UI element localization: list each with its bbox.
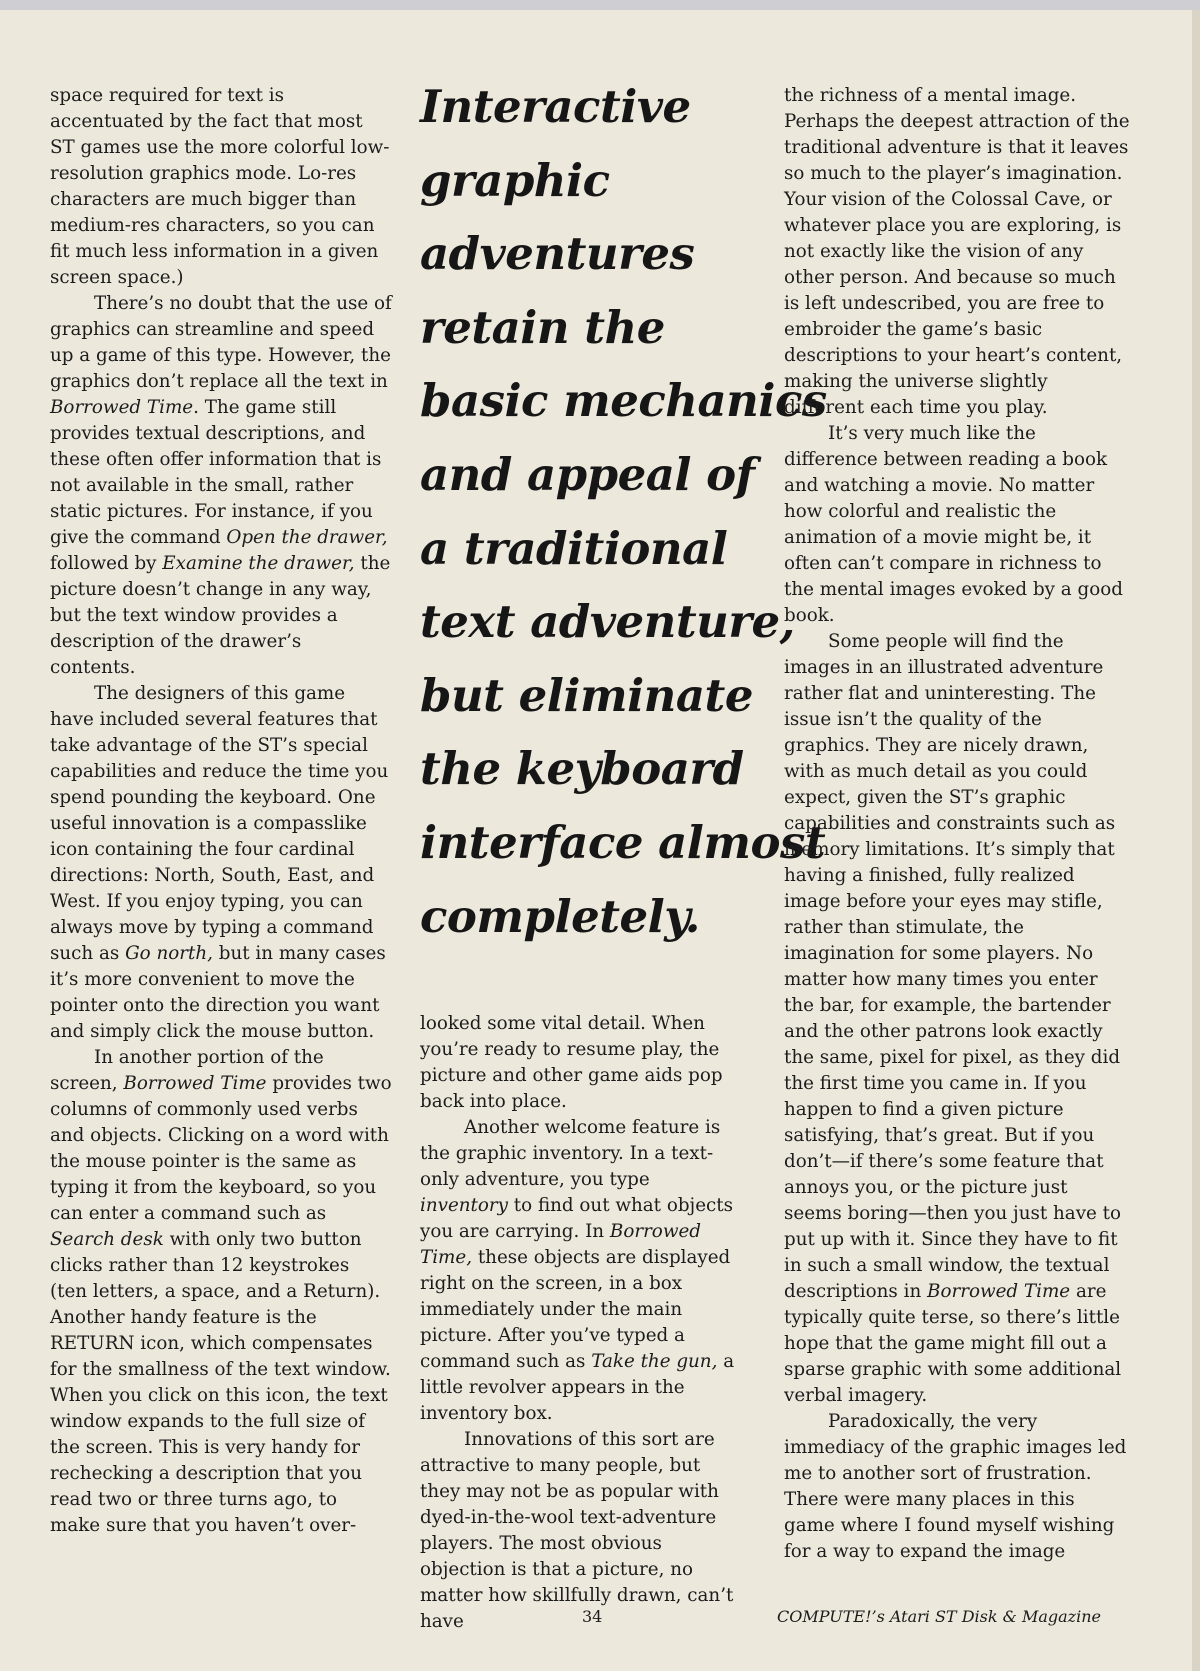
paragraph: It’s very much like the difference between reading a book and watching a movie. No matter how colorful and realistic the animation of a movie might be, it often can’t compare in richness to the mental images evoked by a good book.: [784, 423, 1123, 626]
paragraph: space required for text is accentuated by the fact that most ST games use the more colorful low-resolution graphics mode. Lo-res characters are much bigger than medium-res characters, so you can fit much less information in a given screen space.): [50, 85, 390, 288]
pull-quote-line: adventures: [420, 227, 695, 281]
paragraph: In another portion of the screen, Borrowed Time provides two columns of commonly used verbs and objects. Clicking on a word with the mouse pointer is the same as typing it from the keyboard, so you can enter a command such as Search desk with only two button clicks rather than 12 keystrokes (ten letters, a space, and a Return). Another handy feature is the RETURN icon, which compensates for the smallness of the text window. When you click on this icon, the text window expands to the full size of the screen. This is very handy for rechecking a description that you read two or three turns ago, to make sure that you haven’t over-: [50, 1047, 392, 1536]
paragraph: Some people will find the images in an illustrated adventure rather flat and uninteresting. The issue isn’t the quality of the graphics. They are nicely drawn, with as much detail as you could expect, given the ST’s graphic capabilities and constraints such as memory limitations. It’s simply that having a finished, fully realized image before your eyes may stifle, rather than stimulate, the imagination for some players. No matter how many times you enter the bar, for example, the bartender and the other patrons look exactly the same, pixel for pixel, as they did the first time you came in. If you happen to find a given picture satisfying, that’s great. But if you don’t—if there’s some feature that annoys you, or the picture just seems boring—then you just have to put up with it. Since they have to fit in such a small window, the textual descriptions in Borrowed Time are typically quite terse, so there’s little hope that the game might fill out a sparse graphic with some additional verbal imagery.: [784, 631, 1122, 1406]
paragraph: There’s no doubt that the use of graphics can streamline and speed up a game of this type. However, the graphics don’t replace all the text in Borrowed Time. The game still provides textual descriptions, and these often offer information that is not available in the small, rather static pictures. For instance, if you give the command Open the drawer, followed by Examine the drawer, the picture doesn’t change in any way, but the text window provides a description of the drawer’s contents.: [50, 293, 392, 678]
paragraph: The designers of this game have included several features that take advantage of the ST’s special capabilities and reduce the time you spend pounding the keyboard. One useful innovation is a compasslike icon containing the four cardinal directions: North, South, East, and West. If you enjoy typing, you can always move by typing a command such as Go north, but in many cases it’s more convenient to move the pointer onto the direction you want and simply click the mouse button.: [50, 683, 389, 1042]
paragraph: Paradoxically, the very immediacy of the graphic images led me to another sort of frustration. There were many places in this game where I found myself wishing for a way to expand the image: [784, 1411, 1127, 1562]
pull-quote-line: interface almost: [420, 815, 826, 869]
pull-quote-line: graphic: [420, 153, 610, 207]
pull-quote: [420, 70, 827, 953]
text-column-middle: [420, 1011, 740, 1635]
pull-quote-line: retain the: [420, 300, 665, 354]
paragraph: Another welcome feature is the graphic inventory. In a text-only adventure, you type inventory to find out what objects you are carrying. In Borrowed Time, these objects are displayed right on the screen, in a box immediately under the main picture. After you’ve typed a command such as Take the gun, a little revolver appears in the inventory box.: [420, 1117, 735, 1424]
publication-title: COMPUTE!’s Atari ST Disk & Magazine: [777, 1607, 1101, 1626]
text-column-left: [50, 83, 392, 1539]
page-edge: [1192, 10, 1200, 1671]
paragraph: looked some vital detail. When you’re ready to resume play, the picture and other game aids pop back into place.: [420, 1013, 723, 1112]
pull-quote-line: text adventure,: [420, 595, 795, 649]
pull-quote-line: a traditional: [420, 521, 728, 575]
pull-quote-line: completely.: [420, 889, 700, 943]
text-column-right: [784, 83, 1130, 1565]
pull-quote-line: and appeal of: [420, 447, 755, 501]
pull-quote-line: the keyboard: [420, 742, 744, 796]
pull-quote-line: Interactive: [420, 80, 691, 133]
page-number: 34: [582, 1607, 603, 1626]
pull-quote-line: basic mechanics: [420, 374, 827, 428]
pull-quote-line: but eliminate: [420, 668, 753, 722]
paragraph: the richness of a mental image. Perhaps the deepest attraction of the traditional adventure is that it leaves so much to the player’s imagination. Your vision of the Colossal Cave, or whatever place you are exploring, is not exactly like the vision of any other person. And because so much is left undescribed, you are free to embroider the game’s basic descriptions to your heart’s content, making the universe slightly different each time you play.: [784, 85, 1130, 418]
paragraph: Innovations of this sort are attractive to many people, but they may not be as popular with dyed-in-the-wool text-adventure players. The most obvious objection is that a picture, no matter how skillfully drawn, can’t have: [420, 1429, 734, 1632]
scan-top-border: [0, 0, 1200, 10]
